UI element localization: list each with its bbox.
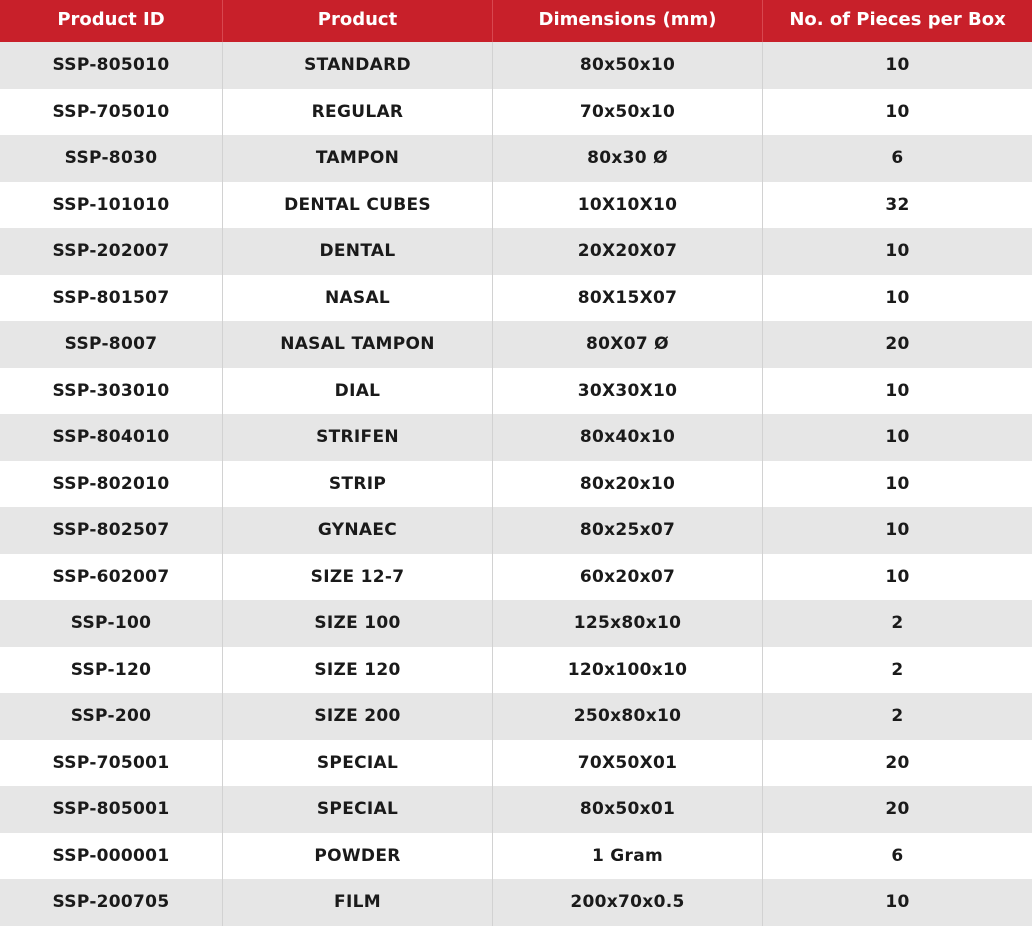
cell-dimensions: 250x80x10 [493,693,763,740]
cell-pieces-per-box: 2 [891,613,904,634]
cell-product-id: SSP-805010 [0,42,223,89]
cell-dimensions: 30X30X10 [493,368,763,415]
cell-dimensions: 200x70x0.5 [493,879,763,926]
cell-pieces-per-box: 10 [885,520,910,541]
cell-pieces-per-box: 20 [885,334,910,355]
table-row [0,321,1032,368]
cell-pieces-per-box: 10 [885,55,910,76]
header-product-id: Product ID [0,0,223,42]
cell-dimensions: 20X20X07 [493,228,763,275]
cell-product: TAMPON [223,135,493,182]
cell-product-id: SSP-8007 [0,321,223,368]
cell-pieces-per-box: 10 [885,380,910,401]
cell-dimensions: 70x50x10 [493,89,763,136]
cell-pieces-per-box: 2 [891,706,904,727]
cell-pieces-per-box: 10 [885,473,910,494]
cell-product-id: SSP-000001 [0,833,223,880]
cell-product-id: SSP-801507 [0,275,223,322]
header-dimensions: Dimensions (mm) [493,0,763,42]
table-row [0,786,1032,833]
cell-product-id: SSP-100 [0,600,223,647]
cell-pieces-per-box: 10 [885,101,910,122]
table-row [0,89,1032,136]
cell-product: STRIP [223,461,493,508]
cell-product-id: SSP-802507 [0,507,223,554]
cell-pieces-per-box: 10 [885,241,910,262]
table-row [0,135,1032,182]
cell-dimensions: 80x25x07 [493,507,763,554]
cell-product: POWDER [223,833,493,880]
cell-product-id: SSP-200 [0,693,223,740]
cell-product: GYNAEC [223,507,493,554]
cell-pieces-per-box: 32 [885,194,910,215]
table-row [0,554,1032,601]
cell-dimensions: 1 Gram [493,833,763,880]
cell-pieces-per-box: 10 [885,566,910,587]
cell-pieces-per-box: 10 [885,892,910,913]
cell-product: SIZE 100 [223,600,493,647]
cell-pieces-per-box: 2 [891,659,904,680]
cell-dimensions: 80x30 Ø [493,135,763,182]
cell-product-id: SSP-805001 [0,786,223,833]
cell-product: DIAL [223,368,493,415]
table-row [0,507,1032,554]
table-header [0,0,1032,42]
table-row [0,275,1032,322]
cell-product-id: SSP-120 [0,647,223,694]
cell-product: DENTAL [223,228,493,275]
cell-product: FILM [223,879,493,926]
header-pieces-per-box: No. of Pieces per Box [789,8,1006,30]
header-product: Product [223,0,493,42]
cell-product: SPECIAL [223,786,493,833]
table-row [0,740,1032,787]
cell-product: STRIFEN [223,414,493,461]
cell-product-id: SSP-202007 [0,228,223,275]
cell-dimensions: 10X10X10 [493,182,763,229]
cell-pieces-per-box: 20 [885,799,910,820]
cell-dimensions: 70X50X01 [493,740,763,787]
cell-product: SIZE 200 [223,693,493,740]
cell-dimensions: 60x20x07 [493,554,763,601]
cell-dimensions: 120x100x10 [493,647,763,694]
table-row [0,693,1032,740]
cell-product-id: SSP-804010 [0,414,223,461]
cell-dimensions: 80x50x10 [493,42,763,89]
cell-product: SIZE 120 [223,647,493,694]
cell-dimensions: 80x40x10 [493,414,763,461]
cell-product-id: SSP-8030 [0,135,223,182]
cell-product: REGULAR [223,89,493,136]
cell-dimensions: 125x80x10 [493,600,763,647]
cell-product-id: SSP-200705 [0,879,223,926]
cell-pieces-per-box: 10 [885,287,910,308]
cell-product: NASAL TAMPON [223,321,493,368]
table-row [0,833,1032,880]
table-row [0,42,1032,89]
cell-pieces-per-box: 10 [885,427,910,448]
cell-product: NASAL [223,275,493,322]
cell-product-id: SSP-303010 [0,368,223,415]
cell-dimensions: 80X15X07 [493,275,763,322]
cell-product-id: SSP-705001 [0,740,223,787]
table-row [0,368,1032,415]
cell-product: STANDARD [223,42,493,89]
cell-dimensions: 80x20x10 [493,461,763,508]
table-row [0,182,1032,229]
cell-product: SPECIAL [223,740,493,787]
cell-pieces-per-box: 6 [891,148,904,169]
cell-product-id: SSP-705010 [0,89,223,136]
cell-dimensions: 80X07 Ø [493,321,763,368]
table-body [0,42,1032,926]
table-row [0,228,1032,275]
cell-pieces-per-box: 6 [891,845,904,866]
cell-product-id: SSP-802010 [0,461,223,508]
cell-product-id: SSP-101010 [0,182,223,229]
table-row [0,600,1032,647]
cell-pieces-per-box: 20 [885,752,910,773]
cell-product: SIZE 12-7 [223,554,493,601]
cell-product: DENTAL CUBES [223,182,493,229]
table-row [0,647,1032,694]
table-row [0,879,1032,926]
cell-product-id: SSP-602007 [0,554,223,601]
cell-dimensions: 80x50x01 [493,786,763,833]
table-row [0,461,1032,508]
table-row [0,414,1032,461]
